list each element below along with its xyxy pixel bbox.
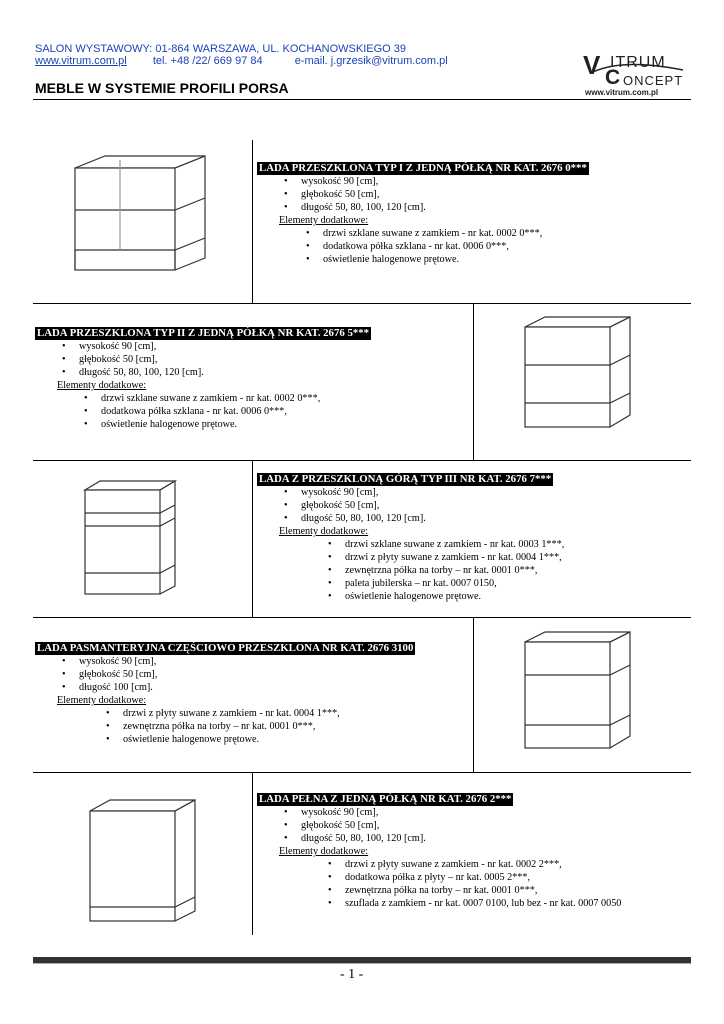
spec-item: • głębokość 50 [cm], [79,353,371,366]
counter-type-1-image [60,150,220,300]
extra-item: • zewnętrzna półka na torby – nr kat. 0001 0***, [345,564,564,577]
page-title: MEBLE W SYSTEMIE PROFILI PORSA [35,80,289,96]
spec-item: • długość 50, 80, 100, 120 [cm]. [301,512,564,525]
spec-item: • głębokość 50 [cm], [79,668,415,681]
section-title: LADA PRZESZKLONA TYP I Z JEDNĄ PÓŁKĄ NR KAT. 2676 0*** [259,162,587,174]
section-3 [257,473,564,603]
extra-item: • szuflada z zamkiem - nr kat. 0007 0100, lub bez - nr kat. 0007 0050 [345,897,621,910]
spec-item: • wysokość 90 [cm], [301,806,621,819]
spec-item: • długość 50, 80, 100, 120 [cm]. [301,832,621,845]
website-link[interactable]: www.vitrum.com.pl [35,55,127,67]
spec-item: • długość 50, 80, 100, 120 [cm]. [301,201,589,214]
section-5 [257,793,621,910]
divider [33,460,691,461]
divider [33,303,691,304]
extra-item: • oświetlenie halogenowe prętowe. [345,590,564,603]
extra-item: • oświetlenie halogenowe prętowe. [123,733,415,746]
section-title: LADA PEŁNA Z JEDNĄ PÓŁKĄ NR KAT. 2676 2*** [259,793,512,805]
divider [473,617,474,772]
page-number: - 1 - [340,967,364,982]
extra-item: • zewnętrzna półka na torby – nr kat. 0001 0***, [123,720,415,733]
spec-item: • długość 100 [cm]. [79,681,415,694]
extra-item: • oświetlenie halogenowe prętowe. [323,253,589,266]
extras-label: Elementy dodatkowe: [279,215,369,226]
section-title: LADA PRZESZKLONA TYP II Z JEDNĄ PÓŁKĄ NR KAT. 2676 5*** [37,327,370,339]
divider [252,140,253,303]
header-address: SALON WYSTAWOWY: 01-864 WARSZAWA, UL. KOCHANOWSKIEGO 39 [35,43,407,55]
spec-item: • wysokość 90 [cm], [79,340,371,353]
section-2 [35,327,371,431]
extra-item: • zewnętrzna półka na torby – nr kat. 0001 0***, [345,884,621,897]
spec-item: • wysokość 90 [cm], [301,175,589,188]
counter-type-3-image [80,478,180,608]
section-title: LADA Z PRZESZKLONĄ GÓRĄ TYP III NR KAT. 2676 7*** [259,473,552,485]
extra-item: • drzwi z płyty suwane z zamkiem - nr kat. 0002 2***, [345,858,621,871]
counter-haberdashery-image [520,630,640,760]
vitrum-concept-logo: V ITRUM C ONCEPT www.vitrum.com.pl [583,50,684,97]
footer-rule [33,963,691,964]
extra-item: • drzwi z płyty suwane z zamkiem - nr kat. 0004 1***, [345,551,564,564]
spec-item: • głębokość 50 [cm], [301,819,621,832]
extra-item: • dodatkowa półka szklana - nr kat. 0006 0***, [323,240,589,253]
section-1 [257,162,589,266]
divider [252,460,253,617]
extra-item: • drzwi szklane suwane z zamkiem - nr kat. 0003 1***, [345,538,564,551]
extra-item: • paleta jubilerska – nr kat. 0007 0150, [345,577,564,590]
extra-item: • dodatkowa półka z płyty – nr kat. 0005 2***, [345,871,621,884]
extra-item: • drzwi szklane suwane z zamkiem - nr kat. 0002 0***, [323,227,589,240]
extra-item: • dodatkowa półka szklana - nr kat. 0006 0***, [101,405,371,418]
section-title: LADA PASMANTERYJNA CZĘŚCIOWO PRZESZKLONA NR KAT. 2676 3100 [37,642,414,654]
spec-item: • wysokość 90 [cm], [79,655,415,668]
extras-label: Elementy dodatkowe: [279,526,369,537]
divider [33,772,691,773]
extras-label: Elementy dodatkowe: [57,695,147,706]
spec-item: • głębokość 50 [cm], [301,188,589,201]
header-contact [35,55,448,67]
extra-item: • drzwi z płyty suwane z zamkiem - nr kat. 0004 1***, [123,707,415,720]
divider [252,772,253,935]
extra-item: • drzwi szklane suwane z zamkiem - nr kat. 0002 0***, [101,392,371,405]
extras-label: Elementy dodatkowe: [57,380,147,391]
extra-item: • oświetlenie halogenowe prętowe. [101,418,371,431]
section-4 [35,642,415,746]
extras-label: Elementy dodatkowe: [279,846,369,857]
phone-text: tel. +48 /22/ 669 97 84 [152,55,263,67]
counter-full-image [85,797,205,927]
divider [473,303,474,460]
divider [33,617,691,618]
email-text: e-mail. j.grzesik@vitrum.com.pl [294,55,448,67]
spec-item: • wysokość 90 [cm], [301,486,564,499]
title-rule [33,99,691,100]
spec-item: • głębokość 50 [cm], [301,499,564,512]
counter-type-2-image [520,315,640,445]
spec-item: • długość 50, 80, 100, 120 [cm]. [79,366,371,379]
